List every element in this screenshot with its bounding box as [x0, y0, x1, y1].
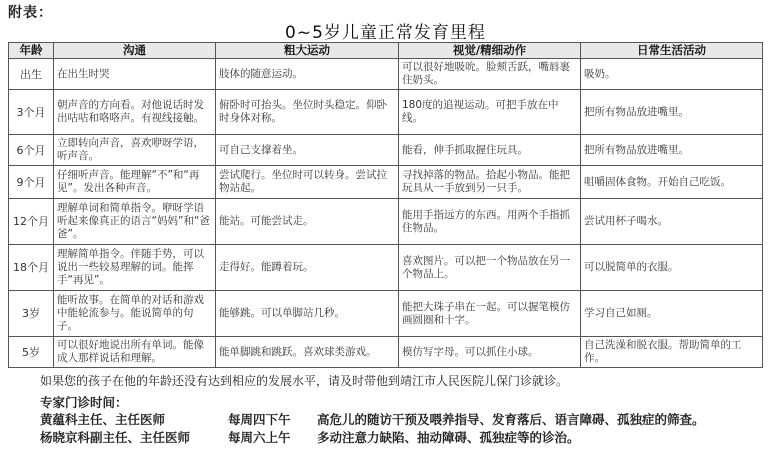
daily-living-cell: 可以脱简单的衣服。	[581, 245, 763, 291]
age-cell: 18个月	[9, 245, 54, 291]
age-cell: 5岁	[9, 337, 54, 368]
header-communication: 沟通	[54, 43, 216, 59]
visual-fine-cell: 能看，伸手抓取握住玩具。	[399, 135, 581, 166]
visual-fine-cell: 能用手指远方的东西。用两个手指抓住物品。	[399, 199, 581, 245]
daily-living-cell: 把所有物品放进嘴里。	[581, 90, 763, 135]
gross-motor-cell: 能单脚跳和跳跃。喜欢球类游戏。	[216, 337, 399, 368]
table-row	[9, 166, 763, 199]
clinic-time: 每周六上午	[228, 430, 291, 445]
age-cell: 3岁	[9, 291, 54, 337]
gross-motor-cell: 能够跳。可以单脚站几秒。	[216, 291, 399, 337]
header-gross-motor: 粗大运动	[216, 43, 399, 59]
clinic-scope: 多动注意力缺陷、抽动障碍、孤独症等的诊治。	[317, 430, 580, 445]
age-cell: 12个月	[9, 199, 54, 245]
communication-cell: 能听故事。在简单的对话和游戏中能轮流参与。能说简单的句子。	[54, 291, 216, 337]
table-row	[9, 245, 763, 291]
communication-cell: 理解单词和简单指令。咿呀学语听起来像真正的语言“妈妈”和“爸爸”。	[54, 199, 216, 245]
appendix-label: 附表：	[8, 5, 53, 21]
clinic-scope: 高危儿的随访干预及喂养指导、发育落后、语言障碍、孤独症的筛查。	[317, 412, 705, 427]
visual-fine-cell: 喜欢图片。可以把一个物品放在另一个物品上。	[399, 245, 581, 291]
referral-note: 如果您的孩子在他的年龄还没有达到相应的发展水平，请及时带他到靖江市人民医院儿保门诊就诊。	[40, 374, 569, 388]
gross-motor-cell: 可自己支撑着坐。	[216, 135, 399, 166]
communication-cell: 可以很好地说出所有单词。能像成人那样说话和理解。	[54, 337, 216, 368]
clinic-time: 每周四下午	[228, 412, 291, 427]
daily-living-cell: 尝试用杯子喝水。	[581, 199, 763, 245]
age-cell: 出生	[9, 59, 54, 90]
visual-fine-cell: 寻找掉落的物品。拾起小物品。能把玩具从一手放到另一只手。	[399, 166, 581, 199]
visual-fine-cell: 能把大珠子串在一起。可以握笔模仿画圆圈和十字。	[399, 291, 581, 337]
header-age: 年龄	[9, 43, 54, 59]
gross-motor-cell: 能站。可能尝试走。	[216, 199, 399, 245]
visual-fine-cell: 模仿写字母。可以抓住小球。	[399, 337, 581, 368]
age-cell: 3个月	[9, 90, 54, 135]
table-row	[9, 59, 763, 90]
communication-cell: 立即转向声音，喜欢咿呀学语，听声音。	[54, 135, 216, 166]
daily-living-cell: 学习自己如厕。	[581, 291, 763, 337]
table-header-row	[9, 43, 763, 59]
gross-motor-cell: 走得好。能蹲着玩。	[216, 245, 399, 291]
communication-cell: 朝声音的方向看。对他说话时发出咕咕和咯咯声。有视线接触。	[54, 90, 216, 135]
document-title: 0~5岁儿童正常发育里程	[285, 23, 486, 43]
header-daily-living: 日常生活活动	[581, 43, 763, 59]
doctor-name: 黄蕴科主任、主任医师	[40, 412, 166, 427]
gross-motor-cell: 俯卧时可抬头。坐位时头稳定。仰卧时身体对称。	[216, 90, 399, 135]
daily-living-cell: 吸奶。	[581, 59, 763, 90]
gross-motor-cell: 肢体的随意运动。	[216, 59, 399, 90]
age-cell: 6个月	[9, 135, 54, 166]
table-row	[9, 337, 763, 368]
milestones-table	[8, 42, 763, 368]
visual-fine-cell: 可以很好地吸吮。脸颊舌跃，嘴唇裹住奶头。	[399, 59, 581, 90]
table-row	[9, 90, 763, 135]
header-visual-fine-motor: 视觉/精细动作	[399, 43, 581, 59]
communication-cell: 在出生时哭	[54, 59, 216, 90]
clinic-hours-heading: 专家门诊时间：	[40, 395, 128, 410]
daily-living-cell: 咀嚼固体食物。开始自己吃饭。	[581, 166, 763, 199]
daily-living-cell: 自己洗澡和脱衣服。帮助简单的工作。	[581, 337, 763, 368]
communication-cell: 仔细听声音。能理解“不”和“再见”。发出各种声音。	[54, 166, 216, 199]
communication-cell: 理解简单指令。伴随手势，可以说出一些较易理解的词。能挥手“再见”。	[54, 245, 216, 291]
visual-fine-cell: 180度的追视运动。可把手放在中线。	[399, 90, 581, 135]
table-row	[9, 291, 763, 337]
gross-motor-cell: 尝试爬行。坐位时可以转身。尝试拉物站起。	[216, 166, 399, 199]
daily-living-cell: 把所有物品放进嘴里。	[581, 135, 763, 166]
doctor-name: 杨晓京科副主任、主任医师	[40, 430, 191, 445]
table-row	[9, 135, 763, 166]
age-cell: 9个月	[9, 166, 54, 199]
table-row	[9, 199, 763, 245]
